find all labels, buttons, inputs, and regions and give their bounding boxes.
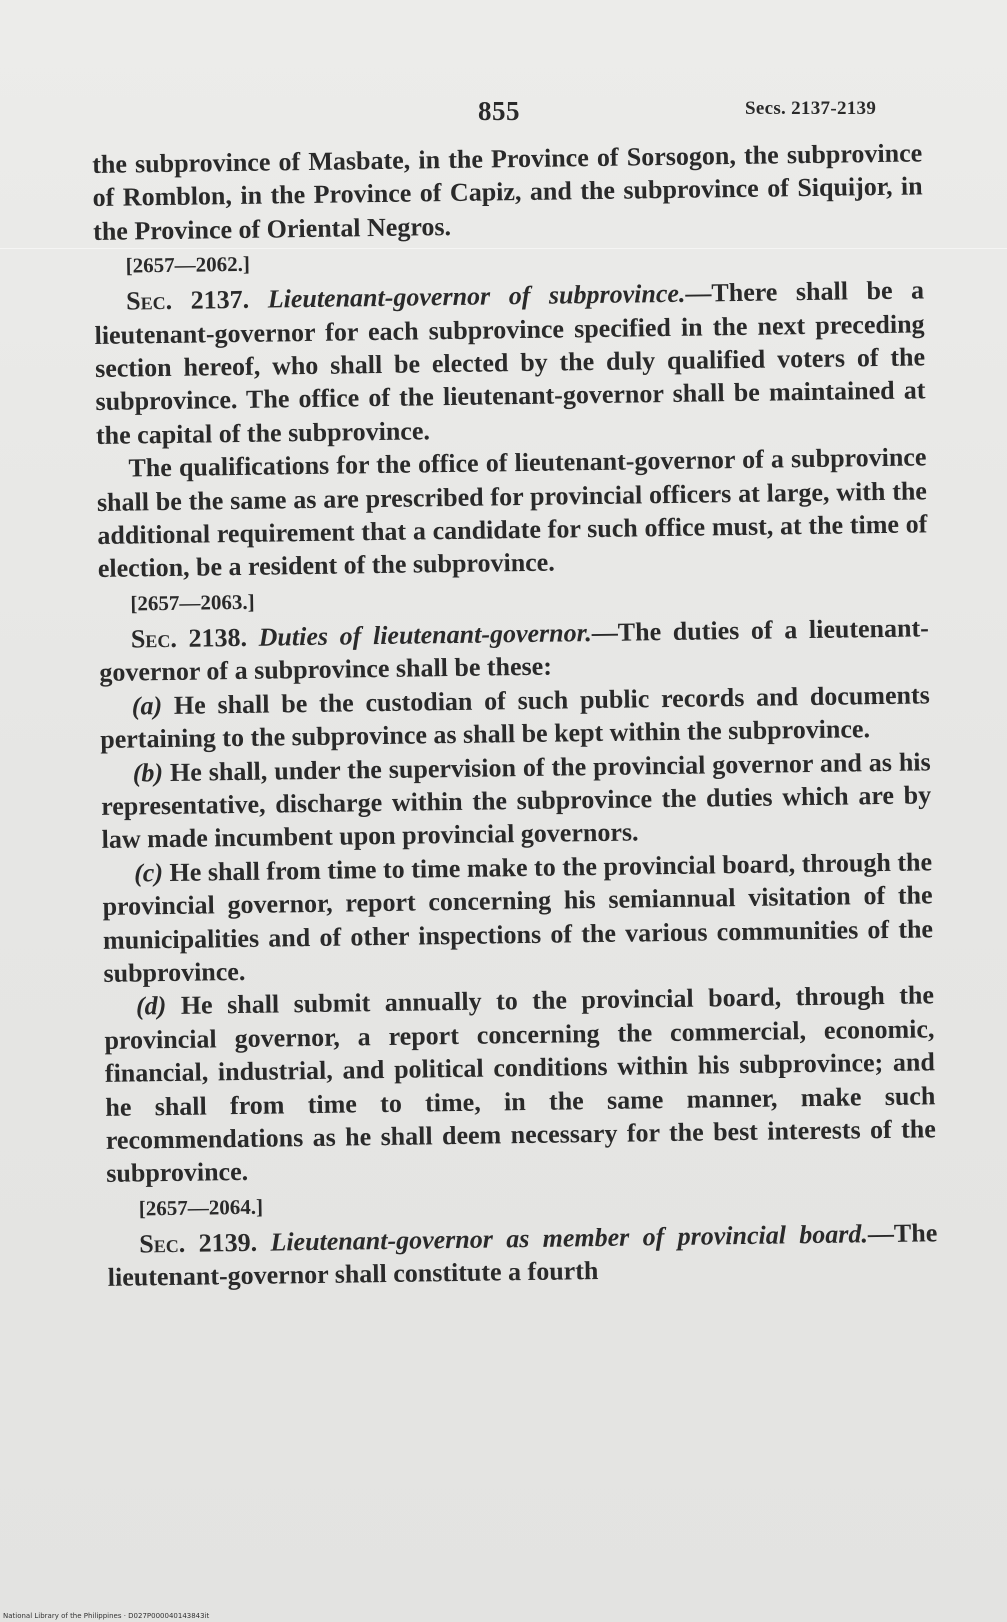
list-item — [104, 979, 937, 1191]
item-label: (a) — [131, 690, 163, 721]
section-label: Sec. 2138. — [130, 622, 248, 654]
item-label: (c) — [133, 857, 164, 888]
section-heading: Lieutenant-governor of subprovince. — [267, 278, 686, 314]
item-text: He shall from time to time make to the provincial board, through the provincial governor, report concerning his semiannual visitation of the municipalities and of other inspections of the various communities of the subprovince. — [102, 847, 934, 988]
section-label: Sec. 2137. — [125, 285, 250, 316]
item-text: He shall be the custodian of such public records and documents pertaining to the subprovince as shall be kept within the subprovince. — [100, 680, 930, 755]
list-item — [100, 745, 931, 857]
item-label: (b) — [132, 757, 164, 787]
section-text: —The lieutenant-governor shall constitute a fourth — [107, 1218, 938, 1293]
section-label: Sec. 2139. — [139, 1227, 258, 1259]
scan-footer: National Library of the Philippines · D027P000040143843it — [3, 1612, 210, 1620]
item-text: He shall submit annually to the provincial board, through the provincial governor, a report concerning the commercial, economic, financial, industrial, and political conditions within his subprovince; and he shall from time to time, in the same manner, make such recommendations as he shall deem necessary for the best interests of the subprovince. — [104, 980, 936, 1189]
body-text — [92, 136, 938, 1294]
running-head: Secs. 2137-2139 — [745, 98, 877, 119]
source-note: [2657—2062.] — [125, 252, 251, 278]
item-label: (d) — [135, 991, 167, 1021]
section-2139 — [107, 1216, 938, 1294]
list-item — [102, 845, 934, 990]
section-2138 — [99, 611, 930, 689]
source-note: [2657—2063.] — [130, 589, 255, 616]
page-number: 855 — [478, 96, 520, 126]
continuation-paragraph: the subprovince of Masbate, in the Province of Sorsogon, the subprovince of Romblon, in the Province of Capiz, and the subprovince of Siquijor, in the Province of Oriental Negros. — [92, 138, 923, 246]
list-item — [100, 678, 931, 756]
item-text: He shall, under the supervision of the provincial governor and as his representative, discharge within the subprovince the duties which are by law made incumbent upon provincial governors. — [100, 746, 932, 855]
section-heading: Lieutenant-governor as member of provincial board. — [270, 1219, 869, 1257]
section-heading: Duties of lieutenant-governor. — [258, 617, 593, 652]
section-text: —There shall be a lieutenant-governor for each subprovince specified in the next preceding section hereof, who shall be elected by the duly qualified voters of the subprovince. The office of the lieutenant-governor shall be maintained at the capital of the subprovince. — [94, 275, 926, 450]
source-note: [2657—2064.] — [138, 1194, 264, 1221]
section-text: —The duties of a lieutenant-governor of a subprovince shall be these: — [99, 613, 929, 688]
section-paragraph: The qualifications for the office of lieutenant-governor of a subprovince shall be the same as are prescribed for provincial officers at large, with the additional requirement that a candidate for such office must, at the time of election, be a resident of the subprovince. — [96, 442, 928, 584]
section-2137 — [94, 274, 926, 453]
